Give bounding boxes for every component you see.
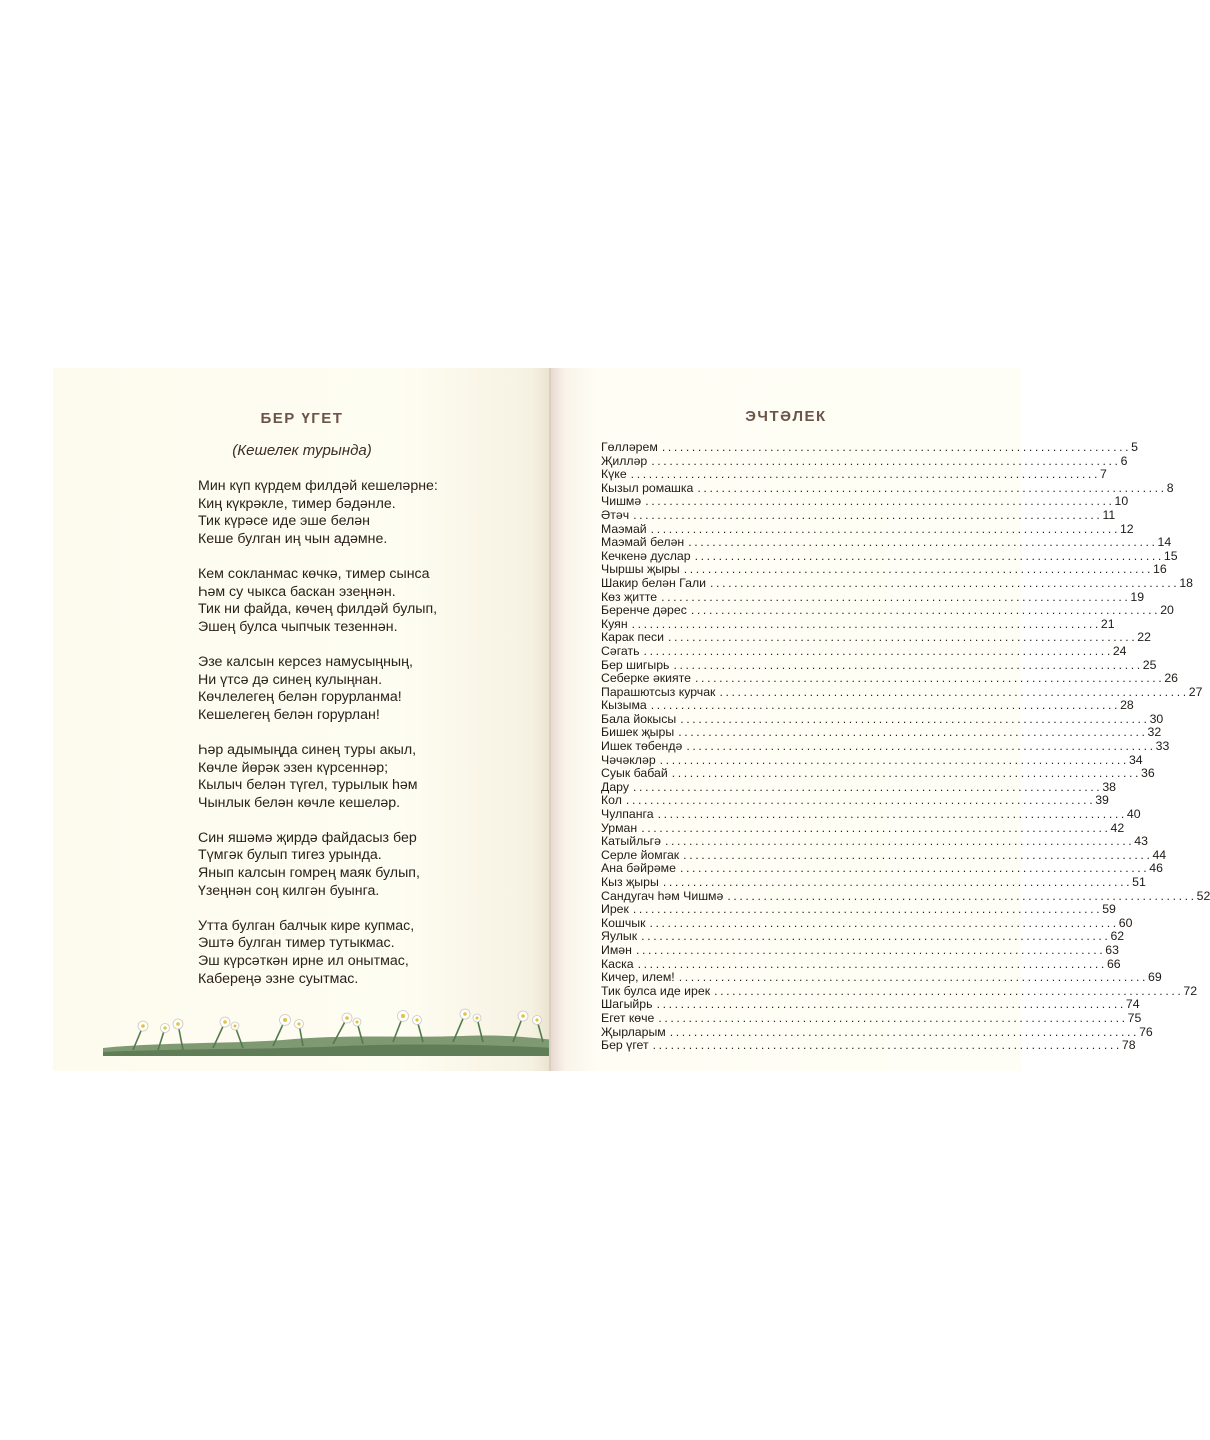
toc-leader-dots: .............................................................................. [694, 548, 1164, 563]
toc-entry [601, 902, 1116, 917]
toc-entry-title: Егет көче [601, 1010, 655, 1025]
toc-leader-dots: .............................................................................. [695, 671, 1165, 686]
toc-page-number: 63 [1105, 942, 1119, 957]
toc-page-number: 20 [1160, 603, 1174, 618]
toc-leader-dots: .............................................................................. [630, 467, 1100, 482]
toc-leader-dots: .............................................................................. [631, 616, 1101, 631]
toc-title: ЭЧТӘЛЕК [745, 408, 827, 425]
poem-stanza [198, 918, 518, 988]
toc-entry-title: Шакир белән Гали [601, 575, 707, 590]
toc-leader-dots: .............................................................................. [659, 752, 1129, 767]
toc-leader-dots: .............................................................................. [727, 888, 1197, 903]
toc-leader-dots: .............................................................................. [662, 875, 1133, 889]
toc-entry [601, 1024, 1153, 1040]
toc-page-number: 16 [1153, 562, 1167, 577]
toc-page-number: 74 [1125, 997, 1140, 1012]
poem-line: Кабереңә эзне суытмас. [198, 970, 359, 987]
toc-page-number: 10 [1114, 494, 1129, 509]
toc-entry-title: Шагыйрь [601, 997, 653, 1012]
toc-entry-title: Бишек җыры [601, 725, 675, 740]
poem-stanza [198, 830, 518, 900]
poem-line: Чынлык белән көчле кешеләр. [198, 794, 401, 811]
toc-leader-dots: .............................................................................. [683, 847, 1153, 862]
toc-entry-title: Катыйльгә [601, 834, 661, 849]
toc-leader-dots: .............................................................................. [650, 521, 1120, 536]
poem-line: Түмгәк булып тигез урында. [198, 847, 382, 864]
toc-entry-title: Тик булса иде ирек [601, 983, 711, 998]
toc-entry-title: Чишмә [601, 494, 642, 509]
toc-entry-title: Кызыл ромашка [601, 480, 694, 495]
poem-line: Тик күрәсе иде эше белән [198, 513, 371, 530]
poem-line: Кем сокланмас көчкә, тимер сынса [198, 565, 430, 582]
toc-leader-dots: .............................................................................. [710, 575, 1180, 590]
toc-leader-dots: .............................................................................. [643, 643, 1113, 658]
poem-line: Мин күп күрдем филдәй кешеләрне: [198, 478, 438, 494]
toc-page-number: 40 [1126, 807, 1141, 822]
toc-entry [601, 807, 1141, 822]
toc-entry [601, 494, 1129, 509]
poem-body [198, 478, 518, 1006]
toc-entry [601, 834, 1148, 849]
toc-page-number: 59 [1102, 902, 1116, 917]
toc-page-number: 42 [1110, 820, 1125, 835]
toc-entry-title: Гөлләрем [601, 440, 658, 454]
toc-entry [601, 698, 1134, 713]
poem-line: Эзе калсын керсез намусыңның, [198, 653, 413, 670]
toc-entry-title: Карак песи [601, 630, 664, 645]
toc-entry-title: Бала йокысы [601, 711, 677, 726]
toc-page-number: 24 [1112, 643, 1127, 658]
toc-entry [601, 467, 1107, 482]
toc-leader-dots: .............................................................................. [661, 440, 1132, 454]
toc-page-number: 28 [1120, 698, 1134, 713]
toc-entry-title: Җилләр [601, 453, 648, 468]
toc-entry [601, 521, 1134, 537]
toc-leader-dots: .............................................................................. [625, 793, 1096, 808]
toc-entry-title: Күке [601, 467, 627, 482]
toc-entry [601, 589, 1145, 605]
toc-page-number: 52 [1196, 888, 1210, 903]
toc-entry [601, 847, 1167, 863]
toc-entry-title: Кошчык [601, 915, 646, 930]
toc-page-number: 62 [1110, 929, 1125, 944]
poem-line: Тик ни файда, көчең филдәй булып, [198, 601, 438, 618]
toc-entry-title: Бер шигырь [601, 657, 670, 672]
toc-page-number: 43 [1134, 834, 1148, 849]
toc-page-number: 18 [1179, 575, 1194, 590]
toc-entry [601, 684, 1203, 700]
toc-leader-dots: .............................................................................. [641, 820, 1111, 835]
toc-leader-dots: .............................................................................. [678, 725, 1148, 740]
toc-entry [601, 820, 1125, 836]
toc-entry-title: Чулпанга [601, 807, 654, 822]
toc-page-number: 6 [1120, 453, 1128, 468]
toc-entry-title: Чыршы җыры [601, 562, 680, 577]
toc-page-number: 78 [1121, 1038, 1136, 1053]
toc-page-number: 8 [1166, 480, 1174, 495]
toc-leader-dots: .............................................................................. [637, 956, 1107, 971]
toc-entry-title: Ирек [601, 902, 629, 917]
toc-entry [601, 1010, 1142, 1026]
toc-entry [601, 888, 1210, 904]
poem-line: Ни үтсә дә синең кулыңнан. [198, 671, 383, 688]
toc-entry [601, 766, 1155, 781]
right-page [551, 368, 1210, 1071]
toc-leader-dots: .............................................................................. [690, 603, 1161, 618]
toc-page-number: 39 [1095, 793, 1109, 808]
poem-line: Киң күкрәкле, тимер бәдәнле. [198, 495, 396, 512]
toc-entry-title: Бер үгет [601, 1038, 649, 1053]
toc-leader-dots: .............................................................................. [673, 657, 1143, 672]
open-book [53, 368, 1210, 1071]
toc-entry [601, 739, 1170, 754]
toc-entry-title: Имән [601, 942, 632, 957]
toc-entry [601, 657, 1157, 673]
left-page [53, 368, 551, 1071]
toc-entry [601, 507, 1116, 523]
toc-entry-title: Ишек төбендә [601, 739, 683, 754]
toc-entry-title: Куян [601, 616, 628, 631]
toc-entry [601, 453, 1128, 469]
toc-leader-dots: .............................................................................. [678, 970, 1149, 985]
toc-entry [601, 548, 1178, 564]
toc-entry-title: Урман [601, 820, 638, 835]
poem-line: Син яшәмә җирдә файдасыз бер [198, 829, 417, 846]
toc-leader-dots: .............................................................................. [652, 1038, 1122, 1053]
poem-line: Эштә булган тимер тутыкмас. [198, 935, 395, 952]
toc-page-number: 7 [1099, 467, 1107, 482]
toc-entry [601, 630, 1151, 645]
toc-entry-title: Серле йомгак [601, 847, 680, 862]
toc-entry [601, 861, 1163, 876]
toc-entry [601, 480, 1174, 496]
toc-leader-dots: .............................................................................. [661, 589, 1131, 604]
toc-entry [601, 643, 1127, 659]
toc-leader-dots: .............................................................................. [671, 766, 1142, 781]
toc-entry [601, 535, 1172, 550]
toc-page-number: 12 [1119, 521, 1134, 536]
toc-entry-title: Җырларым [601, 1024, 666, 1039]
toc-entry [601, 616, 1115, 632]
table-of-contents [601, 440, 1210, 1053]
toc-entry-title: Әтәч [601, 507, 630, 522]
toc-page-number: 75 [1127, 1010, 1142, 1025]
toc-leader-dots: .............................................................................. [719, 684, 1189, 699]
toc-entry-title: Чәчәкләр [601, 752, 656, 767]
toc-leader-dots: .............................................................................. [688, 535, 1158, 550]
toc-page-number: 11 [1102, 507, 1116, 522]
toc-leader-dots: .............................................................................. [664, 834, 1135, 849]
toc-entry-title: Кол [601, 793, 622, 808]
poem-line: Эш күрсәткән ирне ил онытмас, [198, 953, 409, 970]
toc-leader-dots: .............................................................................. [714, 983, 1184, 998]
toc-entry-title: Парашютсыз курчак [601, 684, 716, 699]
toc-leader-dots: .............................................................................. [683, 562, 1154, 577]
toc-leader-dots: .............................................................................. [656, 997, 1126, 1012]
toc-entry [601, 942, 1119, 958]
poem-line: Янып калсын гомрең маяк булып, [198, 865, 420, 882]
toc-entry [601, 575, 1194, 591]
toc-leader-dots: .............................................................................. [658, 1010, 1128, 1025]
toc-entry-title: Беренче дәрес [601, 603, 687, 618]
toc-leader-dots: .............................................................................. [651, 453, 1121, 468]
toc-entry-title: Каска [601, 956, 634, 971]
poem-line: Кеше булган иң чын адәмне. [198, 530, 388, 547]
toc-entry-title: Суык бабай [601, 766, 668, 781]
toc-leader-dots: .............................................................................. [645, 494, 1115, 509]
poem-line: Утта булган балчык кире купмас, [198, 917, 415, 934]
toc-entry-title: Дару [601, 779, 630, 794]
toc-page-number: 34 [1128, 752, 1143, 767]
toc-leader-dots: .............................................................................. [635, 942, 1106, 957]
daisy-meadow-illustration [103, 998, 555, 1056]
poem-stanza [198, 566, 518, 636]
toc-page-number: 5 [1131, 440, 1138, 454]
toc-page-number: 33 [1155, 739, 1170, 754]
toc-entry [601, 562, 1167, 577]
toc-entry-title: Кечкенә дуслар [601, 548, 691, 563]
toc-entry [601, 970, 1162, 985]
toc-page-number: 14 [1157, 535, 1172, 550]
toc-page-number: 36 [1141, 766, 1155, 781]
toc-entry [601, 779, 1117, 795]
toc-page-number: 51 [1132, 875, 1146, 889]
toc-entry [601, 752, 1143, 768]
poem-subtitle: (Кешелек турында) [232, 442, 372, 459]
toc-page-number: 22 [1137, 630, 1151, 645]
toc-entry [601, 929, 1125, 944]
toc-leader-dots: .............................................................................. [668, 630, 1138, 645]
toc-entry [601, 725, 1162, 740]
poem-line: Кешелегең белән горурлан! [198, 706, 380, 723]
poem-stanza [198, 742, 518, 812]
toc-entry-title: Сандугач һәм Чишмә [601, 888, 724, 903]
poem-line: Үзеңнән соң килгән буынга. [198, 882, 380, 899]
toc-entry [601, 1038, 1136, 1053]
toc-page-number: 26 [1164, 671, 1179, 686]
toc-entry [601, 915, 1133, 931]
toc-leader-dots: .............................................................................. [633, 779, 1103, 794]
toc-page-number: 66 [1106, 956, 1121, 971]
poem-line: Көчле йөрәк эзен күрсеннәр; [198, 759, 389, 776]
toc-page-number: 25 [1142, 657, 1157, 672]
poem-title: БЕР ҮГЕТ [260, 410, 344, 427]
toc-entry-title: Ана бәйрәме [601, 861, 676, 876]
toc-page-number: 60 [1118, 915, 1133, 930]
toc-page-number: 19 [1130, 589, 1145, 604]
toc-page-number: 44 [1152, 847, 1167, 862]
toc-page-number: 76 [1139, 1024, 1153, 1039]
toc-leader-dots: .............................................................................. [641, 929, 1111, 944]
toc-entry [601, 956, 1121, 972]
toc-entry [601, 711, 1164, 727]
toc-page-number: 32 [1147, 725, 1162, 740]
toc-leader-dots: .............................................................................. [650, 698, 1121, 713]
poem-line: Һәр адымыңда синең туры акыл, [198, 741, 417, 758]
poem-stanza [198, 478, 518, 548]
toc-page-number: 72 [1183, 983, 1198, 998]
toc-entry-title: Маэмай [601, 521, 647, 536]
poem-line: Көчлелегең белән горурланма! [198, 689, 402, 706]
toc-page-number: 38 [1102, 779, 1117, 794]
poem-line: Эшең булса чыпчык тезеннән. [198, 618, 398, 635]
poem-stanza [198, 654, 518, 724]
toc-page-number: 27 [1188, 684, 1203, 699]
toc-entry [601, 793, 1109, 808]
toc-entry-title: Яулык [601, 929, 638, 944]
toc-page-number: 30 [1149, 711, 1164, 726]
poem-line: Һәм су чыкса баскан эзеңнән. [198, 583, 396, 600]
toc-entry [601, 983, 1198, 999]
toc-leader-dots: .............................................................................. [679, 861, 1150, 876]
toc-leader-dots: .............................................................................. [632, 902, 1103, 917]
toc-leader-dots: .............................................................................. [649, 915, 1119, 930]
toc-entry [601, 440, 1138, 455]
toc-entry-title: Маэмай белән [601, 535, 685, 550]
toc-leader-dots: .............................................................................. [697, 480, 1167, 495]
toc-leader-dots: .............................................................................. [669, 1024, 1140, 1039]
toc-entry-title: Себерке әкияте [601, 671, 692, 686]
toc-page-number: 21 [1100, 616, 1115, 631]
toc-page-number: 46 [1149, 861, 1163, 876]
toc-page-number: 15 [1163, 548, 1178, 563]
toc-entry-title: Кичер, илем! [601, 970, 675, 985]
poem-line: Кылыч белән түгел, турылык һәм [198, 777, 418, 794]
toc-entry-title: Кыз җыры [601, 875, 659, 889]
toc-entry [601, 603, 1174, 618]
toc-leader-dots: .............................................................................. [686, 739, 1156, 754]
toc-entry [601, 997, 1140, 1012]
toc-leader-dots: .............................................................................. [680, 711, 1150, 726]
toc-entry [601, 875, 1146, 890]
toc-leader-dots: .............................................................................. [633, 507, 1103, 522]
toc-page-number: 69 [1148, 970, 1162, 985]
toc-entry [601, 671, 1179, 686]
toc-entry-title: Кызыма [601, 698, 647, 713]
toc-entry-title: Көз җитте [601, 589, 658, 604]
toc-leader-dots: .............................................................................. [657, 807, 1127, 822]
toc-entry-title: Сәгать [601, 643, 640, 658]
